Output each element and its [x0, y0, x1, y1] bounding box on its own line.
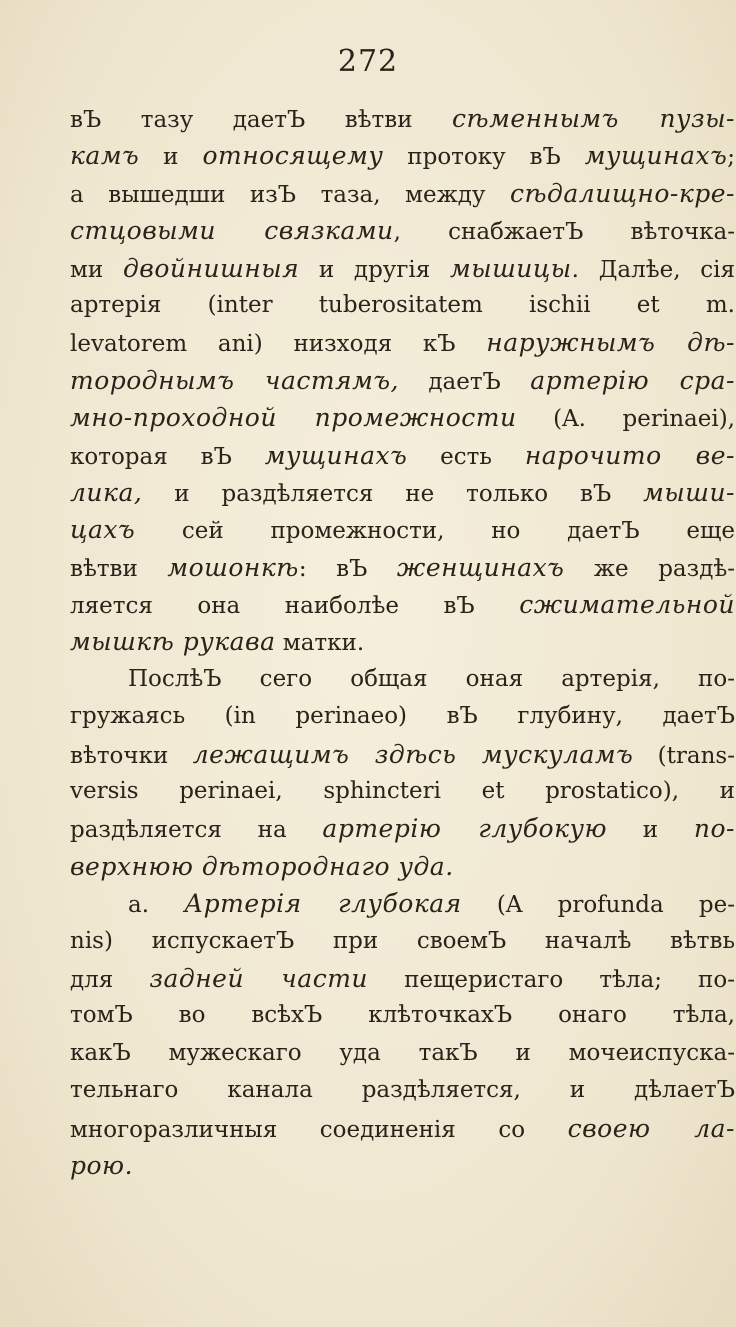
- italic-term: тороднымъ частямъ,: [70, 365, 399, 395]
- italic-term: стцовыми связками: [70, 216, 394, 246]
- text-line: [70, 1110, 735, 1147]
- italic-term: камъ: [70, 141, 140, 171]
- italic-term: мошонкѣ: [167, 552, 299, 582]
- italic-term: двойнишныя: [122, 253, 300, 283]
- text-run: вѣточки: [70, 742, 193, 769]
- text-run: (trans-: [633, 742, 735, 769]
- text-run: ПослѣЪ сего общая оная артерія, по-: [128, 665, 735, 692]
- text-line: [70, 362, 735, 399]
- text-run: . Далѣе, сія: [571, 256, 735, 283]
- text-line: [70, 997, 735, 1034]
- text-run: и: [139, 144, 203, 171]
- text-run: есть: [407, 443, 525, 470]
- italic-term: Артерія глубокая: [184, 889, 462, 919]
- italic-term: сѣменнымъ пузы-: [452, 104, 735, 133]
- text-run: : вЪ: [298, 555, 397, 582]
- text-line: [70, 960, 735, 997]
- italic-term: цахъ: [70, 515, 136, 545]
- text-line: [70, 212, 735, 249]
- text-run: (A profunda pe-: [461, 892, 735, 919]
- text-line: [70, 399, 735, 436]
- text-run: же раздѣ-: [564, 555, 735, 582]
- text-line: [70, 885, 735, 922]
- text-line: [70, 623, 735, 660]
- text-run: и: [607, 817, 694, 844]
- text-run: , снабжаетЪ вѣточка-: [393, 219, 735, 246]
- text-line: [70, 549, 735, 586]
- italic-term: сжимательной: [519, 590, 735, 620]
- italic-term: мыши-: [643, 477, 735, 507]
- text-line: [70, 474, 735, 511]
- text-run: (A. perinaei),: [516, 406, 735, 433]
- text-run: а.: [128, 892, 185, 919]
- italic-term: нарочито ве-: [524, 440, 735, 470]
- text-run: и раздѣляется не только вЪ: [142, 480, 644, 507]
- text-run: какЪ мужескаго уда такЪ и мочеиспуска-: [70, 1039, 735, 1066]
- text-run: versis perinaei, sphincteri et prostatico), и: [70, 778, 735, 805]
- text-run: ми: [70, 256, 123, 283]
- text-run: томЪ во всѣхЪ клѣточкахЪ онаго тѣла,: [70, 1002, 735, 1029]
- italic-term: наружнымъ дѣ-: [486, 328, 735, 358]
- italic-term: своею ла-: [567, 1113, 735, 1143]
- text-line: [70, 1147, 735, 1184]
- italic-term: по-: [693, 814, 735, 844]
- italic-term: лежащимъ здѣсь мускуламъ: [192, 739, 634, 769]
- text-run: для: [70, 966, 150, 993]
- italic-term: рою.: [70, 1150, 134, 1180]
- text-run: пещеристаго тѣла; по-: [368, 966, 735, 993]
- italic-term: относящему: [202, 141, 384, 171]
- text-run: даетЪ: [398, 368, 531, 395]
- italic-term: артерію сра-: [530, 365, 735, 395]
- text-line: [70, 736, 735, 773]
- text-line: [70, 773, 735, 810]
- text-line: [70, 586, 735, 623]
- italic-term: мущинахъ: [584, 141, 728, 171]
- italic-term: задней части: [149, 963, 369, 993]
- italic-term: лика,: [70, 477, 143, 507]
- italic-term: артерію глубокую: [322, 814, 608, 844]
- text-line: [70, 324, 735, 361]
- text-line: [70, 698, 735, 735]
- text-run: тельнаго канала раздѣляется, и дѣлаетЪ: [70, 1077, 735, 1104]
- text-run: nis) испускаетЪ при своемЪ началѣ вѣтвь: [70, 927, 735, 954]
- text-run: вЪ тазу даетЪ вѣтви: [70, 107, 453, 133]
- italic-term: сѣдалищно-крe-: [510, 178, 735, 208]
- text-run: гружаясь (in perinaeo) вЪ глубину, даетЪ: [70, 703, 735, 730]
- text-line: [70, 100, 735, 137]
- text-run: артерія (inter tuberositatem ischii et m.: [70, 291, 735, 318]
- italic-term: верхнюю дѣтороднаго уда.: [70, 851, 454, 881]
- text-run: а вышедши изЪ таза, между: [70, 181, 510, 208]
- text-line: [70, 137, 735, 174]
- text-run: ляется она наиболѣе вЪ: [70, 593, 520, 620]
- text-line: [70, 1035, 735, 1072]
- italic-term: мышкѣ рукава: [70, 627, 276, 657]
- text-run: раздѣляется на: [70, 817, 323, 844]
- text-line: [70, 1072, 735, 1109]
- text-line: [70, 175, 735, 212]
- body-text: [70, 100, 735, 1184]
- italic-term: мущинахъ: [264, 440, 408, 470]
- text-run: протоку вЪ: [383, 144, 585, 171]
- text-run: levatorem ani) низходя кЪ: [70, 331, 487, 358]
- italic-term: мышицы: [449, 253, 572, 283]
- italic-term: женщинахъ: [396, 552, 565, 582]
- text-run: матки.: [275, 630, 365, 657]
- text-run: ;: [727, 144, 735, 171]
- text-run: вѣтви: [70, 555, 168, 582]
- text-line: [70, 848, 735, 885]
- text-run: которая вЪ: [70, 443, 265, 470]
- text-line: [70, 287, 735, 324]
- text-run: многоразличныя соединенія со: [70, 1116, 568, 1143]
- italic-term: мно-проходной промежности: [70, 403, 517, 433]
- text-line: [70, 810, 735, 847]
- text-line: [70, 923, 735, 960]
- text-run: сей промежности, но даетЪ еще: [135, 518, 735, 545]
- text-run: и другія: [299, 256, 450, 283]
- text-line: [70, 250, 735, 287]
- page-number: 272: [337, 44, 399, 79]
- text-line: [70, 511, 735, 548]
- text-line: [70, 437, 735, 474]
- text-line: [70, 661, 735, 698]
